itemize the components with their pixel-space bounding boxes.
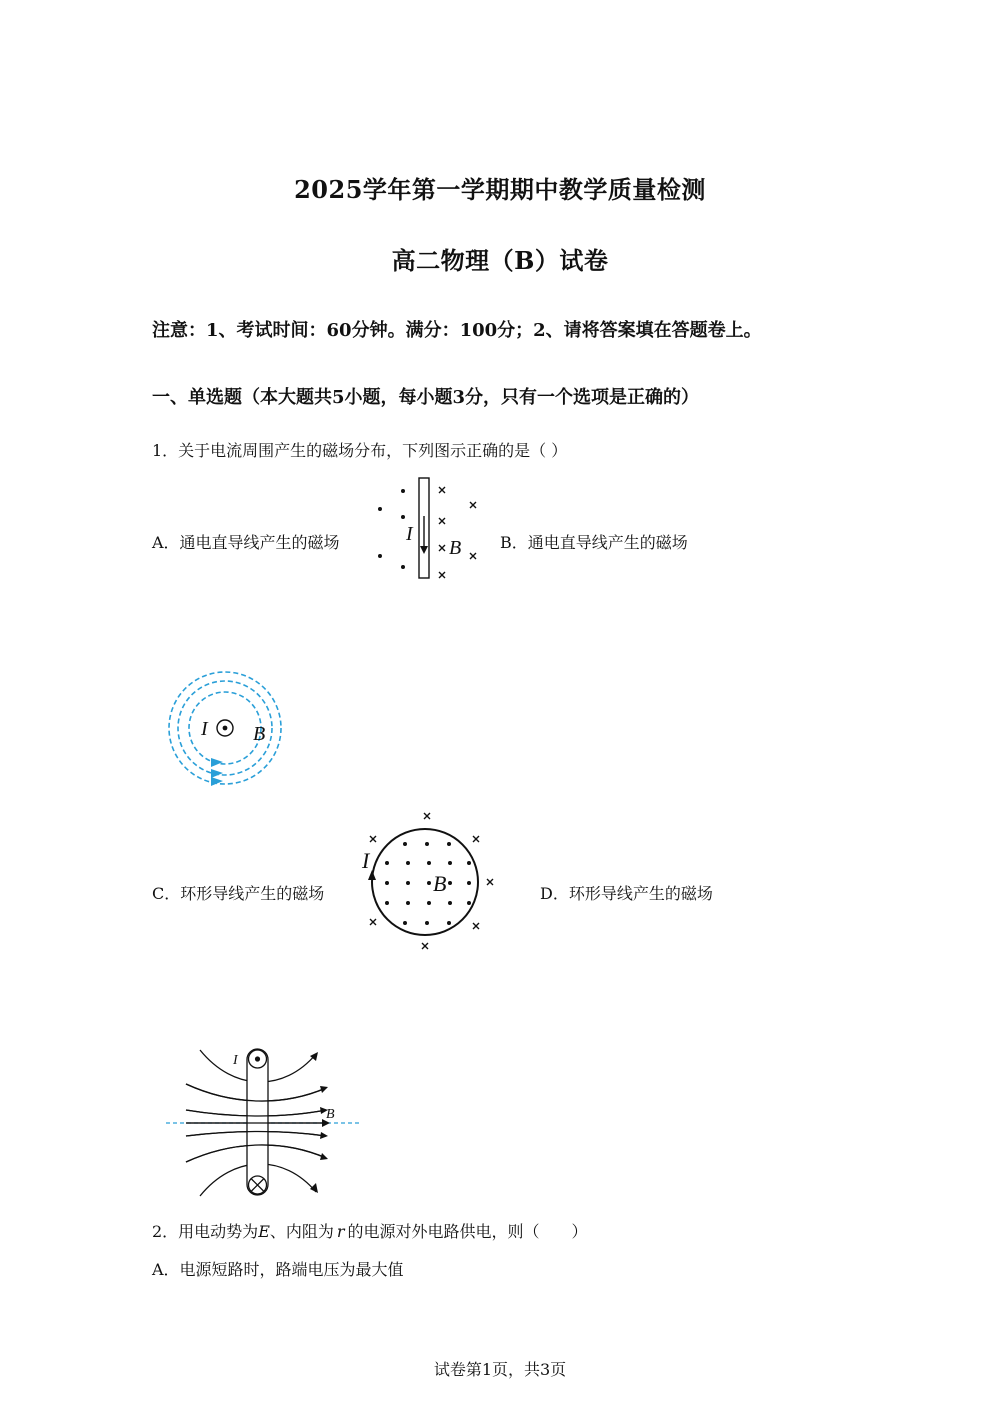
figure-option-b: [163, 666, 287, 790]
question-2-option-a: A．电源短路时，路端电压为最大值: [152, 1260, 404, 1279]
figure-a-field-label: B: [449, 537, 462, 559]
question-2-resistance-symbol: r: [336, 1222, 345, 1241]
question-2-stem-mid: 、内阻为: [269, 1222, 334, 1241]
figure-b-field-label: B: [253, 723, 266, 745]
question-1-option-d: D．环形导线产生的磁场: [540, 884, 713, 903]
figure-a-current-label: I: [406, 523, 413, 545]
figure-b-current-label: I: [201, 718, 208, 740]
exam-title: 2025学年第一学期期中教学质量检测: [294, 175, 706, 204]
question-2-stem: [152, 1219, 588, 1242]
figure-option-c: [358, 808, 508, 958]
question-2-stem-end: 的电源对外电路供电，则（ ）: [347, 1222, 588, 1241]
figure-c-field-label: B: [433, 871, 447, 896]
figure-option-a: [370, 474, 490, 584]
question-2-emf-symbol: E: [258, 1222, 270, 1241]
question-1-option-b: B．通电直导线产生的磁场: [500, 533, 688, 552]
question-1-stem: 1．关于电流周围产生的磁场分布，下列图示正确的是（ ）: [152, 441, 568, 460]
question-1-option-a: A．通电直导线产生的磁场: [152, 533, 340, 552]
question-2-stem-start: 2．用电动势为: [152, 1222, 259, 1241]
notice: 注意：1、考试时间：60分钟。满分：100分；2、请将答案填在答题卷上。: [152, 320, 762, 341]
figure-option-d: [164, 1044, 364, 1200]
section-heading: 一、单选题（本大题共5小题，每小题3分，只有一个选项是正确的）: [152, 387, 700, 408]
figure-d-current-label: I: [233, 1053, 238, 1068]
exam-subtitle: 高二物理（B）试卷: [391, 246, 609, 275]
question-1-option-c: C．环形导线产生的磁场: [152, 884, 325, 903]
figure-d-field-label: B: [326, 1107, 335, 1122]
page-footer: 试卷第1页，共3页: [433, 1360, 567, 1379]
figure-c-current-label: I: [362, 848, 370, 873]
